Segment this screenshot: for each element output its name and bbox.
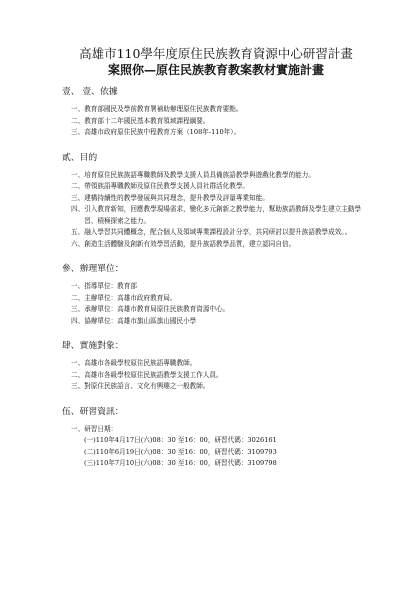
date-item: (三)110年7月10日(六)08：30 至16：00，研習代碼：3109798 bbox=[84, 459, 277, 467]
list-item: 三、 承辦單位：高雄市教育局原住民族教育資源中心。 bbox=[71, 305, 230, 313]
section-workshop-info bbox=[62, 406, 370, 470]
list-item: 一、 培育原住民族族語專職教師及教學支援人員具備族語教學與遊戲化教學的能力。 bbox=[71, 170, 315, 179]
list-item: 三、 建構持續性的教學發展與共同理念，提升教學及評量專業知能。 bbox=[71, 193, 269, 202]
list-item: 三、 高雄市政府原住民族中程教育方案（108年-110年）。 bbox=[71, 128, 241, 136]
section-heading: 肆、實施對象： bbox=[62, 341, 124, 351]
list-item: 二、 教育部十二年國民基本教育領域課程綱要。 bbox=[71, 116, 210, 125]
section-heading: 參、辦理單位： bbox=[62, 264, 124, 274]
section-heading: 貳、目的 bbox=[62, 152, 98, 163]
list-item: 三、 對原住民族語言、文化有興趣之一般教師。 bbox=[71, 382, 210, 390]
section-purpose bbox=[62, 152, 370, 251]
list-item: 二、 帶領族語專職教師及原住民教學支援人員社群活化教學。 bbox=[71, 182, 250, 190]
list-item: 六、 創造生活體驗及創新有效學習活動，提升族語教學品質，建立認同自信。 bbox=[71, 239, 296, 248]
list-item: 一、 研習日期： bbox=[71, 424, 118, 433]
list-item: 一、 指導單位：教育部 bbox=[71, 282, 137, 290]
section-organizers bbox=[62, 263, 370, 327]
document-title: 高雄市110學年度原住民族教育資源中心研習計畫 bbox=[79, 46, 353, 61]
document-subtitle: 案照你—原住民族教育教案教材實施計畫 bbox=[107, 63, 324, 77]
date-item: (二)110年6月19日(六)08：30 至16：00，研習代碼：3109793 bbox=[84, 447, 277, 456]
list-item: 四、 引入教育新知，回應教學現場需求，變化多元創新之教學能力，幫助族語教師及學生建立主動學習、積極探索之能力。 bbox=[71, 205, 362, 225]
section-heading: 壹、 壹、依據 bbox=[62, 87, 118, 97]
list-item: 二、 主辦單位：高雄市政府教育局。 bbox=[71, 293, 177, 302]
list-item: 一、 高雄市各級學校原住民族語專職教師。 bbox=[71, 359, 197, 367]
section-basis bbox=[62, 86, 370, 139]
list-item: 一、 教育部國民及學前教育署補助辦理原住民族教育要點。 bbox=[71, 105, 243, 113]
section-heading: 伍、研習資訊： bbox=[62, 406, 124, 417]
list-item: 四、 協辦單位：高雄市旗山區旗山國民小學 bbox=[71, 316, 197, 325]
date-item: (一)110年4月17日(六)08：30 至16：00，研習代碼：3026161 bbox=[84, 436, 277, 444]
list-item: 五、 融入學習共同體概念，配合個人及領域專業課程設計分享，共同研討以提升族語教學成效。。 bbox=[71, 228, 352, 236]
section-participants bbox=[62, 340, 370, 393]
list-item: 二、 高雄市各級學校原住民族語教學支援工作人員。 bbox=[71, 370, 223, 379]
